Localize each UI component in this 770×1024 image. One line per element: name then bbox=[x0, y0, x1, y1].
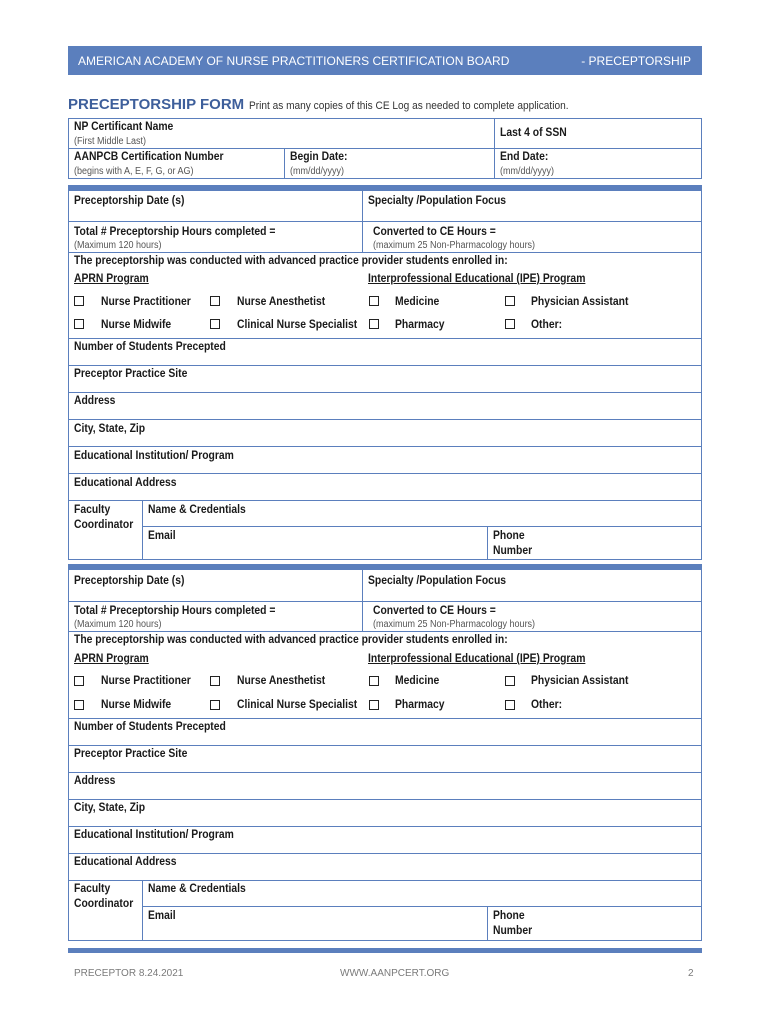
phone-label: Phone bbox=[493, 530, 525, 542]
edu-address-label-2: Educational Address bbox=[74, 856, 177, 868]
name-credentials-label: Name & Credentials bbox=[148, 504, 246, 516]
practice-site-label: Preceptor Practice Site bbox=[74, 368, 188, 380]
nm-checkbox-2[interactable] bbox=[74, 700, 84, 710]
address-label: Address bbox=[74, 395, 116, 407]
cns-checkbox-2[interactable] bbox=[210, 700, 220, 710]
np-checkbox-2[interactable] bbox=[74, 676, 84, 686]
enrolled-label-2: The preceptorship was conducted with advanced practice provider students enrolled in: bbox=[74, 634, 508, 646]
cns-option-label: Clinical Nurse Specialist bbox=[237, 319, 358, 331]
cert-number-label: AANPCB Certification Number bbox=[74, 151, 224, 163]
medicine-checkbox-2[interactable] bbox=[369, 676, 379, 686]
city-state-zip-label: City, State, Zip bbox=[74, 423, 146, 435]
org-name: AMERICAN ACADEMY OF NURSE PRACTITIONERS CERTIFICATION BOARD bbox=[78, 53, 510, 68]
institution-label-2: Educational Institution/ Program bbox=[74, 829, 234, 841]
practice-site-label-2: Preceptor Practice Site bbox=[74, 748, 188, 760]
ipe-program-label-2: Interprofessional Educational (IPE) Program bbox=[368, 653, 586, 665]
cert-number-hint: (begins with A, E, F, G, or AG) bbox=[74, 166, 194, 177]
footer-page-number: 2 bbox=[688, 968, 694, 979]
total-hours-label: Total # Preceptorship Hours completed = bbox=[74, 226, 276, 238]
total-hours-label-2: Total # Preceptorship Hours completed = bbox=[74, 605, 276, 617]
specialty-label-2: Specialty /Population Focus bbox=[368, 575, 507, 587]
institution-label: Educational Institution/ Program bbox=[74, 450, 234, 462]
ce-hours-hint: (maximum 25 Non-Pharmacology hours) bbox=[373, 240, 536, 251]
medicine-option-label: Medicine bbox=[395, 296, 440, 308]
other-option-label: Other: bbox=[531, 319, 563, 331]
pharmacy-checkbox-2[interactable] bbox=[369, 700, 379, 710]
np-option-label-2: Nurse Practitioner bbox=[101, 675, 191, 687]
header-bar bbox=[68, 46, 702, 75]
pharmacy-checkbox[interactable] bbox=[369, 319, 379, 329]
other-checkbox-2[interactable] bbox=[505, 700, 515, 710]
footer-form-id: PRECEPTOR 8.24.2021 bbox=[74, 968, 184, 979]
name-credentials-label-2: Name & Credentials bbox=[148, 883, 246, 895]
form-title: PRECEPTORSHIP FORM bbox=[68, 96, 245, 113]
ssn-label: Last 4 of SSN bbox=[500, 127, 567, 139]
nm-option-label-2: Nurse Midwife bbox=[101, 699, 172, 711]
city-state-zip-label-2: City, State, Zip bbox=[74, 802, 146, 814]
np-name-hint: (First Middle Last) bbox=[74, 136, 147, 147]
na-option-label-2: Nurse Anesthetist bbox=[237, 675, 326, 687]
number-label-2: Number bbox=[493, 925, 533, 937]
aprn-program-label-2: APRN Program bbox=[74, 653, 149, 665]
preceptorship-dates-label: Preceptorship Date (s) bbox=[74, 195, 185, 207]
na-checkbox[interactable] bbox=[210, 296, 220, 306]
form-instructions: Print as many copies of this CE Log as needed to complete application. bbox=[248, 100, 569, 112]
other-checkbox[interactable] bbox=[505, 319, 515, 329]
students-precepted-label: Number of Students Precepted bbox=[74, 341, 226, 353]
total-hours-hint-2: (Maximum 120 hours) bbox=[74, 619, 162, 630]
enrolled-label: The preceptorship was conducted with advanced practice provider students enrolled in: bbox=[74, 255, 508, 267]
address-label-2: Address bbox=[74, 775, 116, 787]
nm-checkbox[interactable] bbox=[74, 319, 84, 329]
faculty-label: Faculty bbox=[74, 504, 111, 516]
faculty-label-2: Faculty bbox=[74, 883, 111, 895]
form-title-row bbox=[68, 96, 702, 114]
medicine-option-label-2: Medicine bbox=[395, 675, 440, 687]
total-hours-hint: (Maximum 120 hours) bbox=[74, 240, 162, 251]
number-label: Number bbox=[493, 545, 533, 557]
begin-date-label: Begin Date: bbox=[290, 151, 348, 163]
nm-option-label: Nurse Midwife bbox=[101, 319, 172, 331]
specialty-label: Specialty /Population Focus bbox=[368, 195, 507, 207]
np-checkbox[interactable] bbox=[74, 296, 84, 306]
preceptorship-dates-label-2: Preceptorship Date (s) bbox=[74, 575, 185, 587]
np-option-label: Nurse Practitioner bbox=[101, 296, 191, 308]
pharmacy-option-label-2: Pharmacy bbox=[395, 699, 445, 711]
ipe-program-label: Interprofessional Educational (IPE) Program bbox=[368, 273, 586, 285]
ce-hours-label: Converted to CE Hours = bbox=[373, 226, 496, 238]
section-name: - PRECEPTORSHIP bbox=[581, 53, 691, 68]
pa-option-label: Physician Assistant bbox=[531, 296, 629, 308]
na-option-label: Nurse Anesthetist bbox=[237, 296, 326, 308]
ce-hours-label-2: Converted to CE Hours = bbox=[373, 605, 496, 617]
email-label: Email bbox=[148, 530, 176, 542]
email-label-2: Email bbox=[148, 910, 176, 922]
na-checkbox-2[interactable] bbox=[210, 676, 220, 686]
ce-hours-hint-2: (maximum 25 Non-Pharmacology hours) bbox=[373, 619, 536, 630]
medicine-checkbox[interactable] bbox=[369, 296, 379, 306]
aprn-program-label: APRN Program bbox=[74, 273, 149, 285]
end-date-hint: (mm/dd/yyyy) bbox=[500, 166, 554, 177]
pharmacy-option-label: Pharmacy bbox=[395, 319, 445, 331]
pa-checkbox[interactable] bbox=[505, 296, 515, 306]
coordinator-label-2: Coordinator bbox=[74, 898, 134, 910]
cns-checkbox[interactable] bbox=[210, 319, 220, 329]
end-date-label: End Date: bbox=[500, 151, 549, 163]
pa-option-label-2: Physician Assistant bbox=[531, 675, 629, 687]
edu-address-label: Educational Address bbox=[74, 477, 177, 489]
begin-date-hint: (mm/dd/yyyy) bbox=[290, 166, 344, 177]
pa-checkbox-2[interactable] bbox=[505, 676, 515, 686]
phone-label-2: Phone bbox=[493, 910, 525, 922]
other-option-label-2: Other: bbox=[531, 699, 563, 711]
footer-website: WWW.AANPCERT.ORG bbox=[340, 968, 450, 979]
cns-option-label-2: Clinical Nurse Specialist bbox=[237, 699, 358, 711]
students-precepted-label-2: Number of Students Precepted bbox=[74, 721, 226, 733]
coordinator-label: Coordinator bbox=[74, 519, 134, 531]
np-name-label: NP Certificant Name bbox=[74, 121, 174, 133]
